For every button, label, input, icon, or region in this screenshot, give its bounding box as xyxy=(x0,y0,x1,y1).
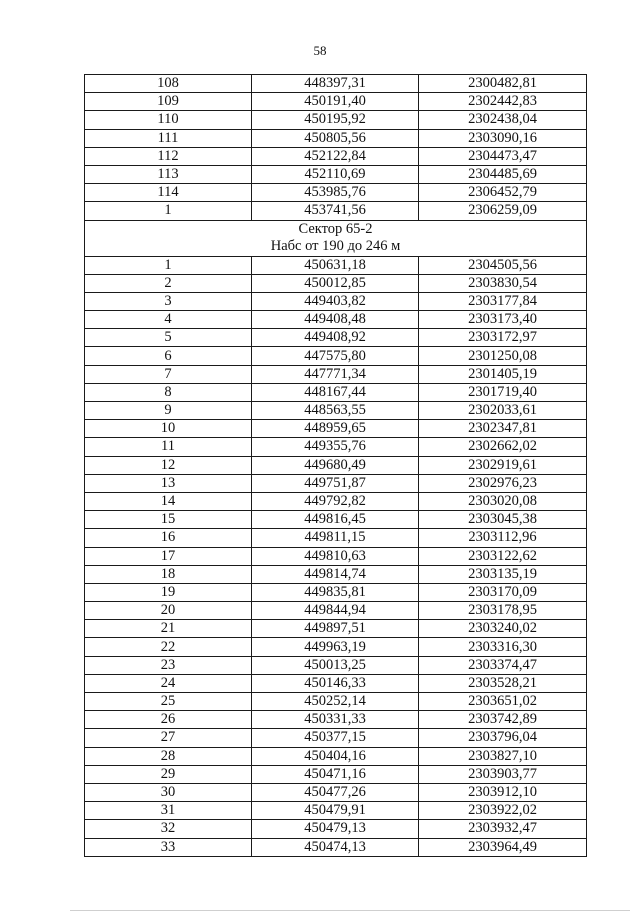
x-coordinate-cell: 449811,15 xyxy=(252,529,419,547)
point-number-cell: 108 xyxy=(85,75,252,93)
table-row xyxy=(85,383,587,401)
table-row xyxy=(85,402,587,420)
x-coordinate-cell: 450631,18 xyxy=(252,256,419,274)
table-row xyxy=(85,529,587,547)
x-coordinate-cell: 450377,15 xyxy=(252,729,419,747)
y-coordinate-cell: 2303830,54 xyxy=(419,274,587,292)
table-row xyxy=(85,456,587,474)
point-number-cell: 20 xyxy=(85,602,252,620)
x-coordinate-cell: 447575,80 xyxy=(252,347,419,365)
section-title: Сектор 65-2 xyxy=(298,221,373,237)
table-row xyxy=(85,674,587,692)
y-coordinate-cell: 2303020,08 xyxy=(419,492,587,510)
table-row xyxy=(85,820,587,838)
x-coordinate-cell: 450013,25 xyxy=(252,656,419,674)
x-coordinate-cell: 450191,40 xyxy=(252,93,419,111)
y-coordinate-cell: 2306452,79 xyxy=(419,184,587,202)
x-coordinate-cell: 449963,19 xyxy=(252,638,419,656)
y-coordinate-cell: 2303316,30 xyxy=(419,638,587,656)
table-row xyxy=(85,420,587,438)
y-coordinate-cell: 2304505,56 xyxy=(419,256,587,274)
point-number-cell: 112 xyxy=(85,147,252,165)
point-number-cell: 23 xyxy=(85,656,252,674)
x-coordinate-cell: 449814,74 xyxy=(252,565,419,583)
table-row xyxy=(85,75,587,93)
point-number-cell: 2 xyxy=(85,274,252,292)
y-coordinate-cell: 2303172,97 xyxy=(419,329,587,347)
table-section-before xyxy=(85,75,587,221)
table-row xyxy=(85,111,587,129)
x-coordinate-cell: 449751,87 xyxy=(252,474,419,492)
point-number-cell: 12 xyxy=(85,456,252,474)
x-coordinate-cell: 450471,16 xyxy=(252,765,419,783)
table-row xyxy=(85,547,587,565)
y-coordinate-cell: 2303742,89 xyxy=(419,711,587,729)
point-number-cell: 32 xyxy=(85,820,252,838)
y-coordinate-cell: 2303045,38 xyxy=(419,511,587,529)
table-row xyxy=(85,638,587,656)
table-row xyxy=(85,147,587,165)
table-section-after xyxy=(85,256,587,856)
x-coordinate-cell: 449408,92 xyxy=(252,329,419,347)
table-row xyxy=(85,274,587,292)
point-number-cell: 19 xyxy=(85,583,252,601)
y-coordinate-cell: 2303122,62 xyxy=(419,547,587,565)
coordinates-table xyxy=(84,74,587,857)
x-coordinate-cell: 449408,48 xyxy=(252,311,419,329)
point-number-cell: 27 xyxy=(85,729,252,747)
y-coordinate-cell: 2302919,61 xyxy=(419,456,587,474)
y-coordinate-cell: 2301405,19 xyxy=(419,365,587,383)
table-row xyxy=(85,583,587,601)
y-coordinate-cell: 2302662,02 xyxy=(419,438,587,456)
point-number-cell: 28 xyxy=(85,747,252,765)
table-row xyxy=(85,620,587,638)
y-coordinate-cell: 2303135,19 xyxy=(419,565,587,583)
point-number-cell: 9 xyxy=(85,402,252,420)
table-row xyxy=(85,765,587,783)
x-coordinate-cell: 450477,26 xyxy=(252,783,419,801)
point-number-cell: 11 xyxy=(85,438,252,456)
table-row xyxy=(85,729,587,747)
table-row xyxy=(85,602,587,620)
point-number-cell: 109 xyxy=(85,93,252,111)
y-coordinate-cell: 2303651,02 xyxy=(419,693,587,711)
page-bottom-edge xyxy=(70,910,630,911)
point-number-cell: 6 xyxy=(85,347,252,365)
x-coordinate-cell: 450404,16 xyxy=(252,747,419,765)
x-coordinate-cell: 453985,76 xyxy=(252,184,419,202)
x-coordinate-cell: 452110,69 xyxy=(252,165,419,183)
table-row xyxy=(85,165,587,183)
point-number-cell: 10 xyxy=(85,420,252,438)
point-number-cell: 18 xyxy=(85,565,252,583)
x-coordinate-cell: 450252,14 xyxy=(252,693,419,711)
y-coordinate-cell: 2303827,10 xyxy=(419,747,587,765)
y-coordinate-cell: 2303240,02 xyxy=(419,620,587,638)
x-coordinate-cell: 453741,56 xyxy=(252,202,419,220)
table-row xyxy=(85,311,587,329)
table-row xyxy=(85,93,587,111)
point-number-cell: 111 xyxy=(85,129,252,147)
section-header-group xyxy=(85,220,587,256)
point-number-cell: 26 xyxy=(85,711,252,729)
y-coordinate-cell: 2303903,77 xyxy=(419,765,587,783)
point-number-cell: 25 xyxy=(85,693,252,711)
point-number-cell: 14 xyxy=(85,492,252,510)
point-number-cell: 3 xyxy=(85,292,252,310)
table-row xyxy=(85,329,587,347)
point-number-cell: 7 xyxy=(85,365,252,383)
point-number-cell: 29 xyxy=(85,765,252,783)
x-coordinate-cell: 450146,33 xyxy=(252,674,419,692)
page-number: 58 xyxy=(313,43,327,58)
point-number-cell: 110 xyxy=(85,111,252,129)
x-coordinate-cell: 448959,65 xyxy=(252,420,419,438)
table-row xyxy=(85,802,587,820)
x-coordinate-cell: 449835,81 xyxy=(252,583,419,601)
table-row xyxy=(85,783,587,801)
point-number-cell: 113 xyxy=(85,165,252,183)
y-coordinate-cell: 2304473,47 xyxy=(419,147,587,165)
x-coordinate-cell: 449816,45 xyxy=(252,511,419,529)
table-row xyxy=(85,365,587,383)
section-header-row xyxy=(85,220,587,256)
x-coordinate-cell: 450479,13 xyxy=(252,820,419,838)
point-number-cell: 22 xyxy=(85,638,252,656)
y-coordinate-cell: 2304485,69 xyxy=(419,165,587,183)
point-number-cell: 114 xyxy=(85,184,252,202)
section-subtitle: Набс от 190 до 246 м xyxy=(270,238,401,254)
point-number-cell: 5 xyxy=(85,329,252,347)
y-coordinate-cell: 2303964,49 xyxy=(419,838,587,856)
table-row xyxy=(85,747,587,765)
y-coordinate-cell: 2302442,83 xyxy=(419,93,587,111)
point-number-cell: 33 xyxy=(85,838,252,856)
y-coordinate-cell: 2302976,23 xyxy=(419,474,587,492)
y-coordinate-cell: 2303374,47 xyxy=(419,656,587,674)
point-number-cell: 30 xyxy=(85,783,252,801)
x-coordinate-cell: 450195,92 xyxy=(252,111,419,129)
y-coordinate-cell: 2303177,84 xyxy=(419,292,587,310)
x-coordinate-cell: 449680,49 xyxy=(252,456,419,474)
y-coordinate-cell: 2303090,16 xyxy=(419,129,587,147)
point-number-cell: 13 xyxy=(85,474,252,492)
x-coordinate-cell: 448397,31 xyxy=(252,75,419,93)
y-coordinate-cell: 2303170,09 xyxy=(419,583,587,601)
table-row xyxy=(85,511,587,529)
table-row xyxy=(85,711,587,729)
table-row xyxy=(85,256,587,274)
y-coordinate-cell: 2306259,09 xyxy=(419,202,587,220)
table-row xyxy=(85,202,587,220)
table-row xyxy=(85,129,587,147)
table-row xyxy=(85,347,587,365)
table-row xyxy=(85,693,587,711)
y-coordinate-cell: 2303528,21 xyxy=(419,674,587,692)
table-row xyxy=(85,492,587,510)
x-coordinate-cell: 450331,33 xyxy=(252,711,419,729)
point-number-cell: 8 xyxy=(85,383,252,401)
point-number-cell: 31 xyxy=(85,802,252,820)
point-number-cell: 17 xyxy=(85,547,252,565)
y-coordinate-cell: 2303922,02 xyxy=(419,802,587,820)
y-coordinate-cell: 2302347,81 xyxy=(419,420,587,438)
y-coordinate-cell: 2303173,40 xyxy=(419,311,587,329)
x-coordinate-cell: 447771,34 xyxy=(252,365,419,383)
y-coordinate-cell: 2303796,04 xyxy=(419,729,587,747)
y-coordinate-cell: 2301250,08 xyxy=(419,347,587,365)
table-row xyxy=(85,438,587,456)
table-row xyxy=(85,184,587,202)
x-coordinate-cell: 450474,13 xyxy=(252,838,419,856)
x-coordinate-cell: 450479,91 xyxy=(252,802,419,820)
point-number-cell: 4 xyxy=(85,311,252,329)
x-coordinate-cell: 450805,56 xyxy=(252,129,419,147)
table-row xyxy=(85,565,587,583)
x-coordinate-cell: 448563,55 xyxy=(252,402,419,420)
point-number-cell: 21 xyxy=(85,620,252,638)
y-coordinate-cell: 2302438,04 xyxy=(419,111,587,129)
y-coordinate-cell: 2303932,47 xyxy=(419,820,587,838)
table-row xyxy=(85,292,587,310)
y-coordinate-cell: 2301719,40 xyxy=(419,383,587,401)
point-number-cell: 1 xyxy=(85,256,252,274)
x-coordinate-cell: 449792,82 xyxy=(252,492,419,510)
x-coordinate-cell: 449355,76 xyxy=(252,438,419,456)
x-coordinate-cell: 449403,82 xyxy=(252,292,419,310)
table-row xyxy=(85,656,587,674)
x-coordinate-cell: 448167,44 xyxy=(252,383,419,401)
x-coordinate-cell: 452122,84 xyxy=(252,147,419,165)
table-row xyxy=(85,838,587,856)
section-header-cell xyxy=(85,220,587,256)
x-coordinate-cell: 449897,51 xyxy=(252,620,419,638)
table-row xyxy=(85,474,587,492)
y-coordinate-cell: 2302033,61 xyxy=(419,402,587,420)
point-number-cell: 15 xyxy=(85,511,252,529)
x-coordinate-cell: 450012,85 xyxy=(252,274,419,292)
y-coordinate-cell: 2300482,81 xyxy=(419,75,587,93)
point-number-cell: 16 xyxy=(85,529,252,547)
x-coordinate-cell: 449844,94 xyxy=(252,602,419,620)
y-coordinate-cell: 2303912,10 xyxy=(419,783,587,801)
y-coordinate-cell: 2303112,96 xyxy=(419,529,587,547)
point-number-cell: 1 xyxy=(85,202,252,220)
x-coordinate-cell: 449810,63 xyxy=(252,547,419,565)
point-number-cell: 24 xyxy=(85,674,252,692)
y-coordinate-cell: 2303178,95 xyxy=(419,602,587,620)
